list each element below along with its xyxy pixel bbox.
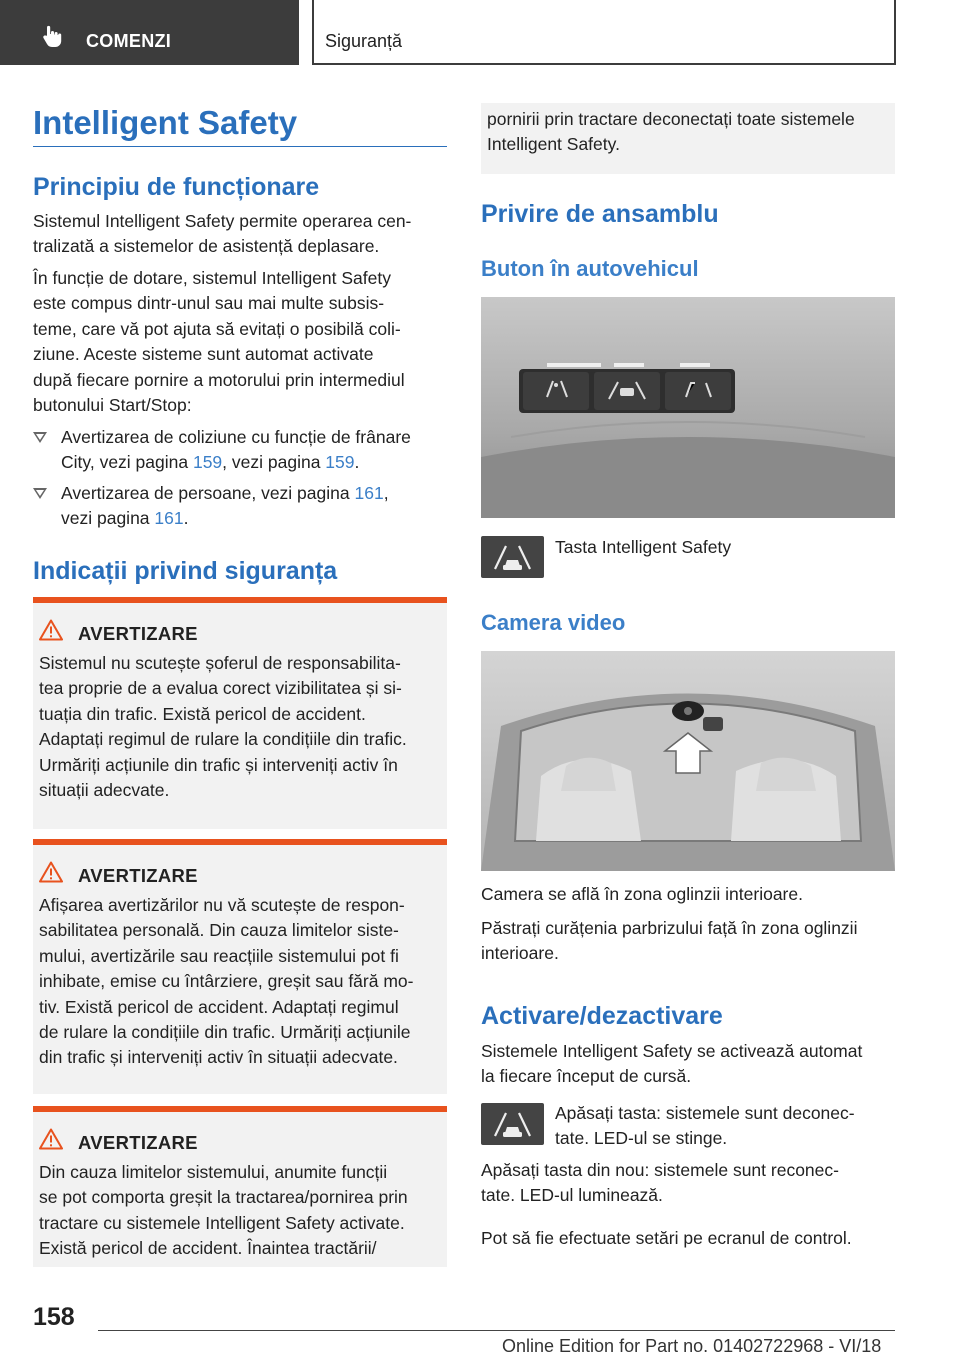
camera-heading: Camera video (481, 610, 626, 635)
button-panel-image (481, 297, 895, 518)
page-link-161-b[interactable]: 161 (154, 508, 184, 529)
settings-note: Pot să fie efectuate setări pe ecranul de control. (481, 1228, 852, 1248)
warning-box (33, 839, 447, 1094)
warning-bar (33, 597, 447, 603)
warning-text: Din cauza limitelor sistemului, anumite funcții se pot comporta greșit la tractarea/pornirea prin tractare cu sistemele Intelligent Safety activate. Există pericol de accident. Înaintea tractării/ (39, 1162, 408, 1259)
warning-text: Sistemul nu scutește șoferul de responsabilita- tea proprie de a evalua corect vizibilitatea și si- tuația din trafic. Există pericol de accident. Adaptați regimul de rulare la condițiile din trafic. Urmăriți acțiunile din trafic și interveniți activ în situații adecvate. (39, 653, 407, 801)
warning-triangle-icon (39, 861, 63, 883)
button-heading: Buton în autovehicul (481, 256, 699, 281)
button-caption: Tasta Intelligent Safety (555, 537, 732, 557)
overview-heading: Privire de ansamblu (481, 200, 719, 228)
page-link-159[interactable]: 159 (192, 452, 223, 473)
header-divider (312, 0, 314, 65)
hand-pointer-icon (40, 24, 64, 48)
header-end-divider (894, 0, 896, 65)
header-underline (312, 63, 896, 65)
warning-box (33, 1106, 447, 1267)
warning-triangle-icon (39, 619, 63, 641)
warning-title: AVERTIZARE (78, 865, 198, 886)
edition-note: Online Edition for Part no. 01402722968 - VI/18 (502, 1336, 882, 1356)
press-instruction: Apăsați tasta: sistemele sunt deconec- tate. LED-ul se stinge. (555, 1103, 855, 1149)
section-tab-label: COMENZI (86, 31, 172, 51)
warning-continuation-box (481, 103, 895, 174)
warning-continuation-text: pornirii prin tractare deconectați toate sistemele Intelligent Safety. (487, 109, 855, 155)
warning-bar (33, 1106, 447, 1112)
camera-paragraph-1: Camera se află în zona oglinzii interioare. (481, 884, 803, 904)
list-item: Avertizarea de persoane, vezi pagina 161, vezi pagina 161. (33, 481, 453, 533)
principle-paragraph-2: În funcție de dotare, sistemul Intelligent Safety este compus dintr-unul sau mai multe subsis- teme, care vă pot ajuta să evitați o posibilă coli- ziune. Aceste sisteme sunt automat activate după fiecare pornire a motorului prin intermediul butonului Start/Stop: (33, 268, 405, 416)
list-item: Avertizarea de coliziune cu funcție de frânare City, vezi pagina 159, vezi pagina 159. (33, 425, 453, 477)
camera-paragraph-2: Păstrați curățenia parbrizului față în zona oglinzii interioare. (481, 918, 858, 964)
intelligent-safety-button-icon (481, 536, 544, 578)
principle-heading: Principiu de funcționare (33, 173, 320, 201)
warning-text: Afișarea avertizărilor nu vă scutește de respon- sabilitatea personală. Din cauza limitelor siste- mului, avertizările sau reacțiile sistemului pot fi inhibate, emise cu întârziere, greșit sau fără mo- tiv. Există pericol de accident. Adaptați regimul de rulare la condițiile din trafic. Urmăriți acțiunile din trafic și interveniți activ în situații adecvate. (39, 895, 414, 1068)
footer-rule (98, 1330, 895, 1331)
page-link-159-b[interactable]: 159 (325, 452, 355, 473)
activation-heading: Activare/dezactivare (481, 1002, 723, 1030)
triangle-bullet-icon (33, 488, 47, 499)
intelligent-safety-button-icon (481, 1103, 544, 1145)
section-tab (0, 0, 299, 65)
activation-paragraph: Sistemele Intelligent Safety se activează automat la fiecare început de cursă. (481, 1041, 863, 1087)
press-again-instruction: Apăsați tasta din nou: sistemele sunt reconec- tate. LED-ul luminează. (481, 1160, 839, 1206)
triangle-bullet-icon (33, 432, 47, 443)
warning-box (33, 597, 447, 829)
title-rule (33, 146, 447, 147)
windshield-illustration (481, 651, 895, 871)
chapter-title: Siguranță (325, 31, 403, 51)
warning-triangle-icon (39, 1128, 63, 1150)
overhead-console-illustration (481, 297, 895, 518)
page-link-161[interactable]: 161 (354, 483, 384, 503)
camera-image (481, 651, 895, 871)
warning-title: AVERTIZARE (78, 623, 198, 644)
page-number: 158 (33, 1303, 75, 1331)
safety-heading: Indicații privind siguranța (33, 557, 338, 585)
page-title: Intelligent Safety (33, 104, 298, 141)
warning-title: AVERTIZARE (78, 1132, 198, 1153)
warning-bar (33, 839, 447, 845)
principle-paragraph-1: Sistemul Intelligent Safety permite operarea cen- tralizată a sistemelor de asistență deplasare. (33, 211, 412, 257)
